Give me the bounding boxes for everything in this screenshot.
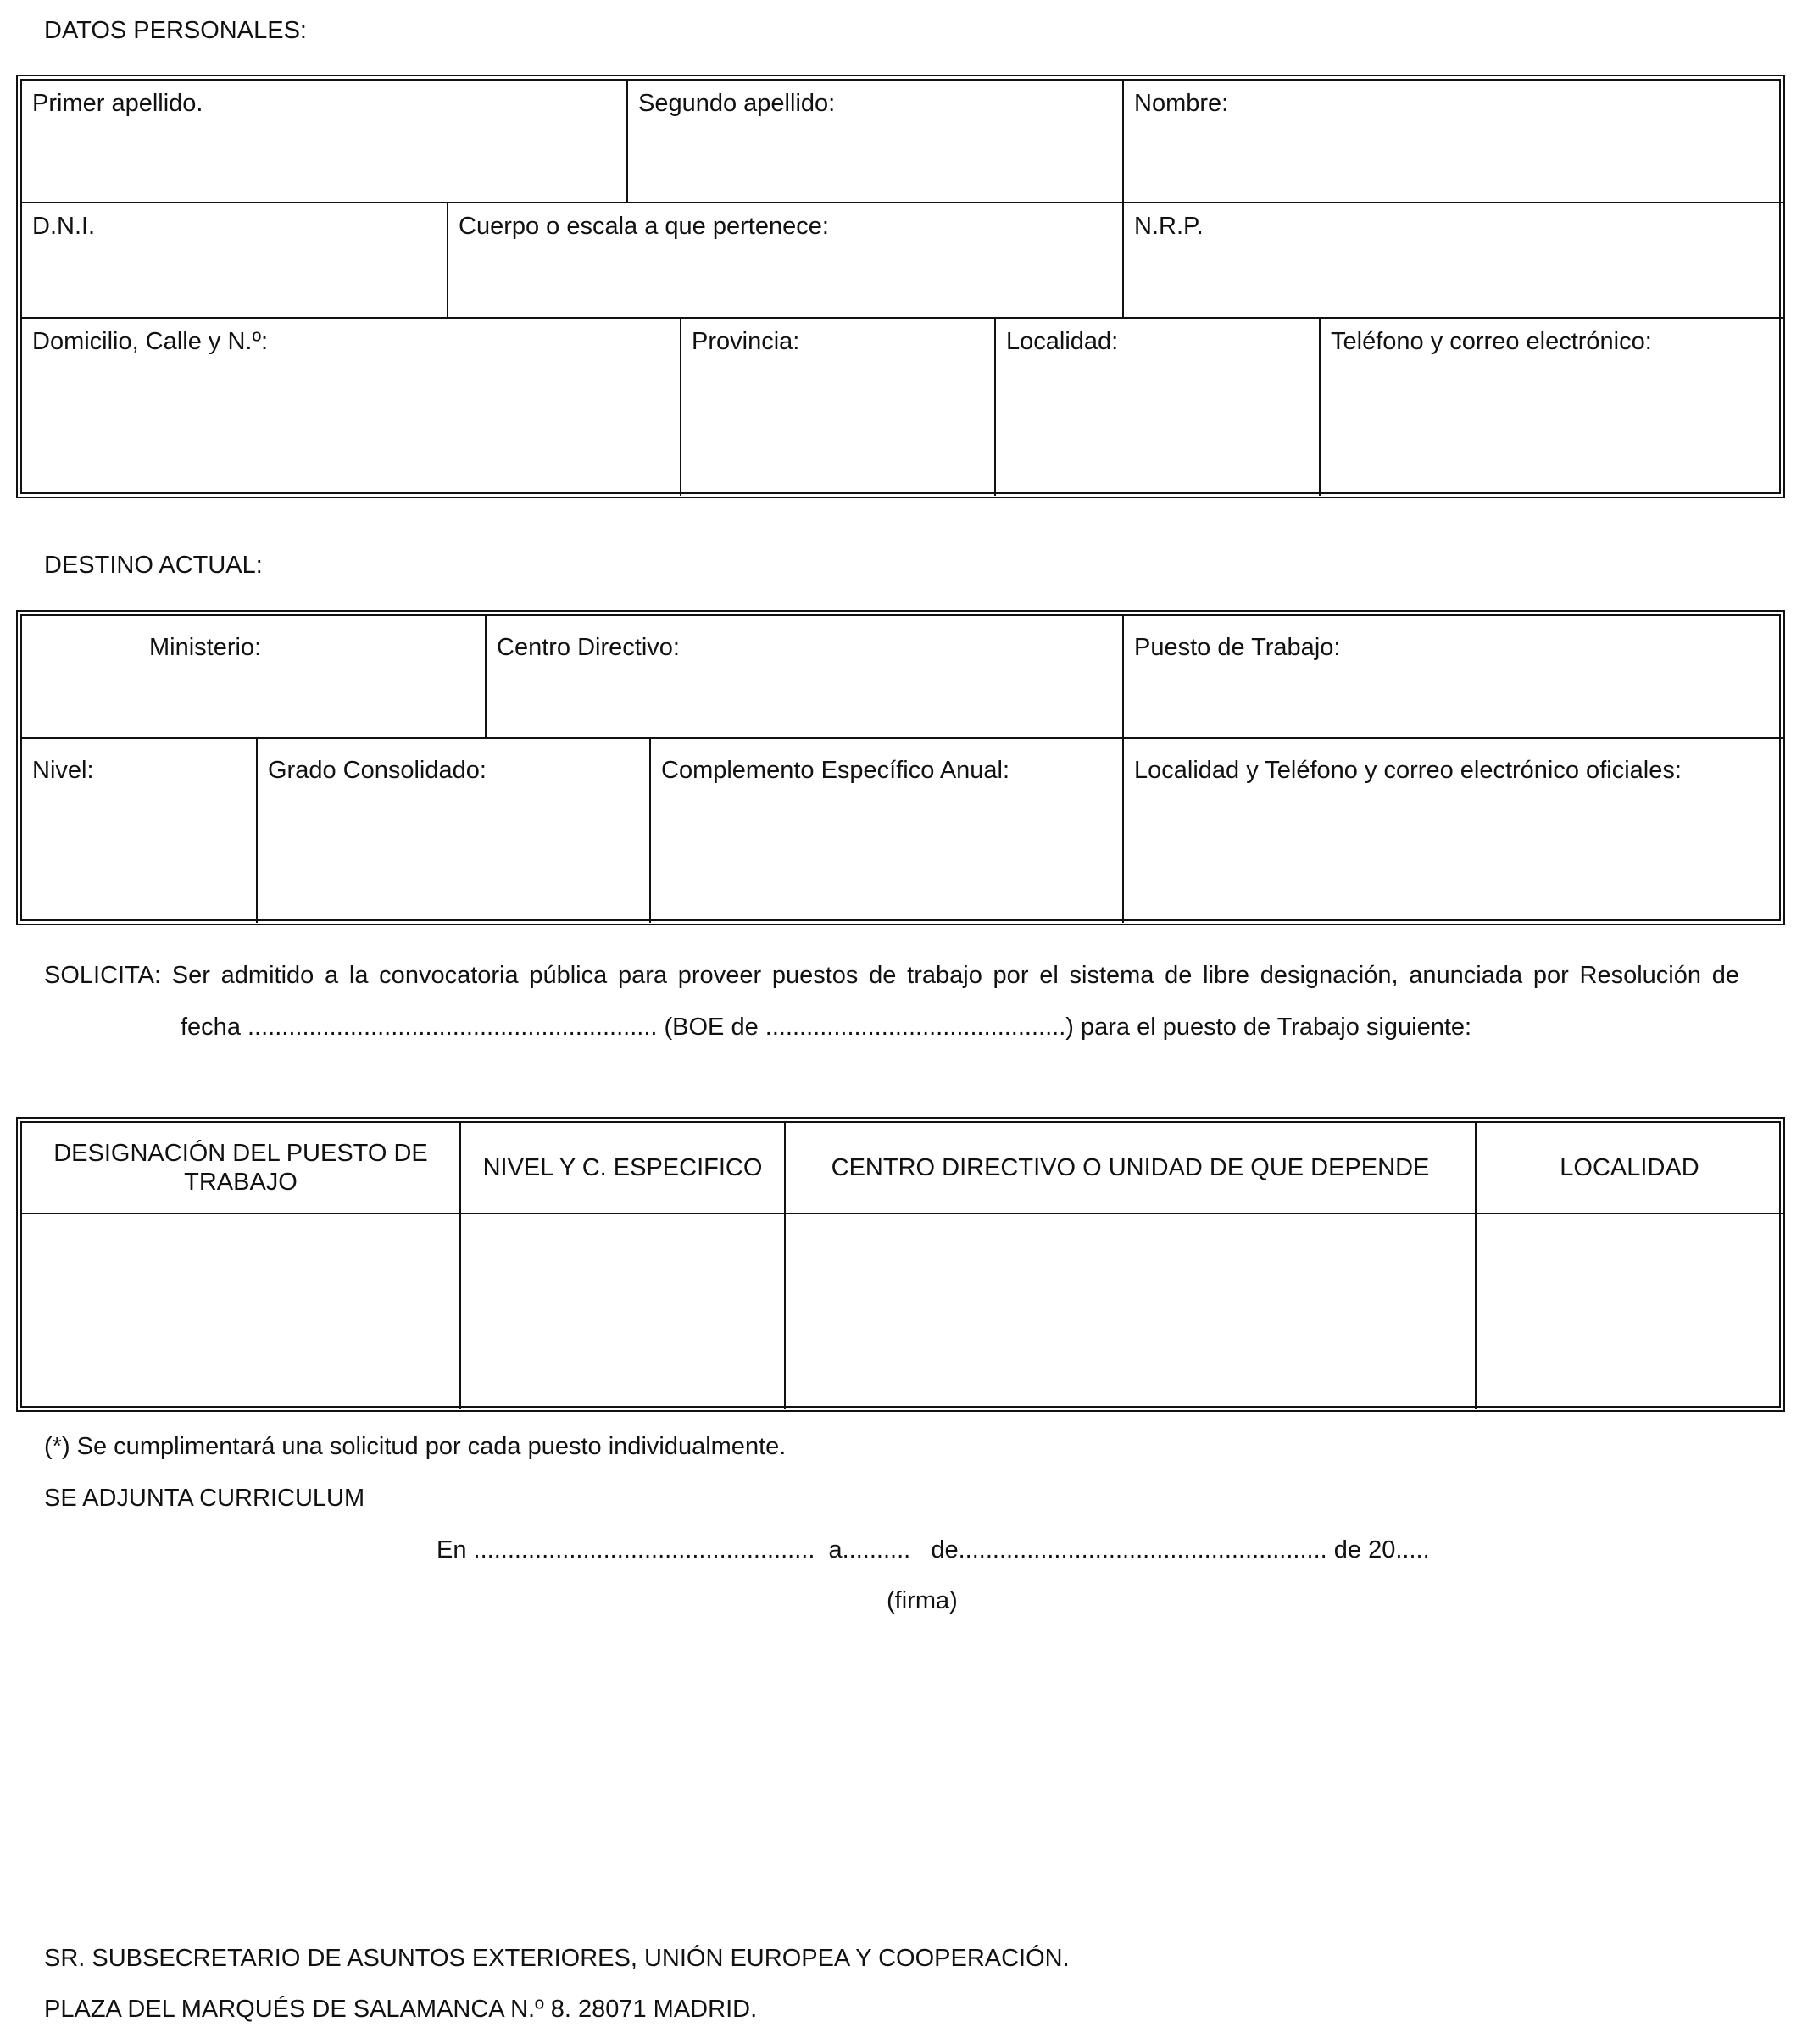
primer-apellido-field[interactable] [22,81,628,203]
centro-directivo-label: Centro Directivo: [497,634,680,661]
destinatario-text: SR. SUBSECRETARIO DE ASUNTOS EXTERIORES, UNIÓN EUROPEA Y COOPERACIÓN. [44,1945,1070,1972]
destino-actual-table [16,610,1785,925]
solicita-line-1: SOLICITA: Ser admitido a la convocatoria pública para proveer puestos de trabajo por el sistema de libre designación, anunciada por Resolución de [44,962,1739,989]
grado-label: Grado Consolidado: [268,757,487,784]
primer-apellido-label: Primer apellido. [32,90,203,117]
solicita-line-2: fecha ............................................................ (BOE de ............................................) para el puesto de Trabajo siguiente: [181,1014,1472,1041]
provincia-field[interactable] [681,319,996,496]
localidad-oficial-label: Localidad y Teléfono y correo electrónico oficiales: [1134,757,1682,784]
nrp-label: N.R.P. [1134,213,1204,240]
grado-field[interactable] [258,739,651,923]
centro-directivo-input-cell[interactable] [786,1214,1477,1409]
complemento-field[interactable] [651,739,1124,923]
puesto-table [16,1117,1785,1412]
ministerio-field[interactable] [22,616,487,739]
centro-directivo-field[interactable] [487,616,1124,739]
header-localidad: LOCALIDAD [1477,1123,1783,1214]
dni-field[interactable] [22,203,448,319]
curriculum-text: SE ADJUNTA CURRICULUM [44,1485,365,1512]
nombre-field[interactable] [1124,81,1783,203]
ministerio-label: Ministerio: [149,634,262,661]
header-nivel: NIVEL Y C. ESPECIFICO [461,1123,786,1214]
puesto-trabajo-label: Puesto de Trabajo: [1134,634,1341,661]
segundo-apellido-field[interactable] [628,81,1124,203]
firma-label: (firma) [887,1587,958,1614]
nombre-label: Nombre: [1134,90,1229,117]
telefono-field[interactable] [1321,319,1783,496]
localidad-label: Localidad: [1006,328,1119,355]
localidad-input-cell[interactable] [1477,1214,1783,1409]
nota-puesto: (*) Se cumplimentará una solicitud por cada puesto individualmente. [44,1433,787,1460]
domicilio-field[interactable] [22,319,681,496]
direccion-text: PLAZA DEL MARQUÉS DE SALAMANCA N.º 8. 28071 MADRID. [44,1996,758,2023]
dni-label: D.N.I. [32,213,96,240]
cuerpo-field[interactable] [448,203,1124,319]
nivel-field[interactable] [22,739,258,923]
segundo-apellido-label: Segundo apellido: [638,90,836,117]
provincia-label: Provincia: [692,328,800,355]
designacion-input-cell[interactable] [22,1214,461,1409]
header-centro-directivo: CENTRO DIRECTIVO O UNIDAD DE QUE DEPENDE [786,1123,1477,1214]
nivel-input-cell[interactable] [461,1214,786,1409]
nrp-field[interactable] [1124,203,1783,319]
cuerpo-label: Cuerpo o escala a que pertenece: [459,213,829,240]
datos-personales-table [16,75,1785,498]
telefono-label: Teléfono y correo electrónico: [1331,328,1652,355]
nivel-label: Nivel: [32,757,94,784]
domicilio-label: Domicilio, Calle y N.º: [32,328,269,355]
complemento-label: Complemento Específico Anual: [661,757,1010,784]
localidad-field[interactable] [996,319,1321,496]
datos-personales-heading: DATOS PERSONALES: [44,17,307,44]
localidad-oficial-field[interactable] [1124,739,1783,923]
lugar-fecha-line: En .................................................. a.......... de...................................................... de 20..... [437,1536,1430,1564]
puesto-trabajo-field[interactable] [1124,616,1783,739]
header-designacion: DESIGNACIÓN DEL PUESTO DE TRABAJO [22,1123,461,1214]
destino-actual-heading: DESTINO ACTUAL: [44,552,263,579]
